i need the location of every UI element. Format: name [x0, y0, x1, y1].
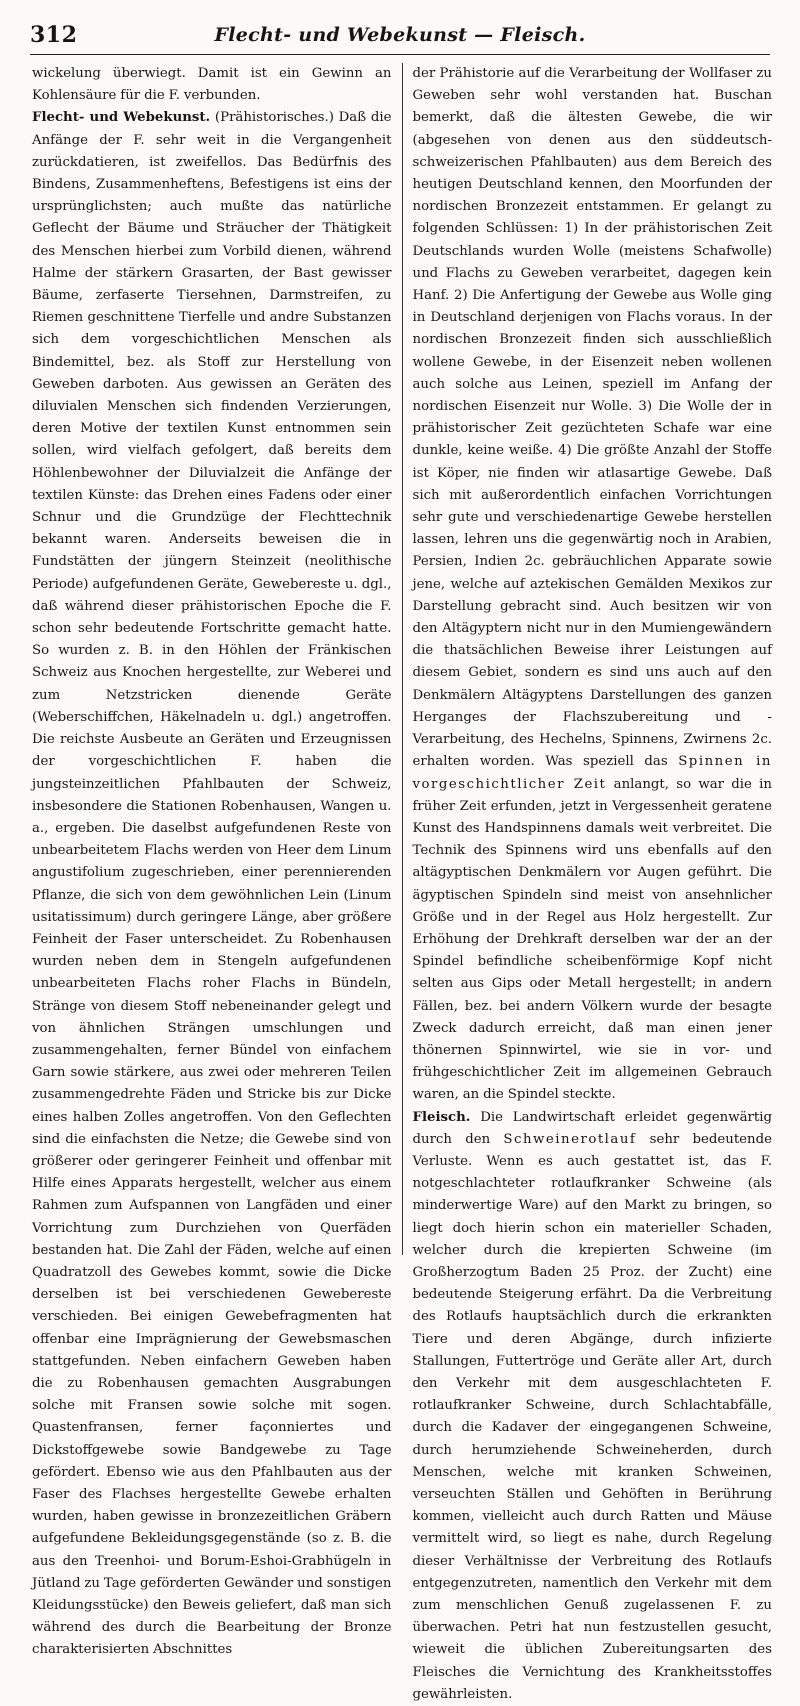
entry-headword: Fleisch.: [412, 1109, 471, 1125]
running-title: Flecht- und Webekunst — Fleisch.: [214, 24, 586, 46]
entry-flecht-und-webekunst: [32, 107, 392, 1661]
paragraph-text: der Prähistorie auf die Verarbeitung der Wollfaser zu Geweben sehr wohl verstanden hat. Buschan bemerkt, daß die ältesten Gewebe, die wir (abgesehen von denen aus den süddeutsch-schweizerischen Pfahlbauten) aus dem Bereich des heutigen Deutschland kennen, den Moorfunden der nordischen Bronzezeit entstammen. Er gelangt zu folgenden Schlüssen: 1) In der prähistorischen Zeit Deutschlands wurden Wolle (meistens Schafwolle) und Flachs zu Geweben verarbeitet, dagegen kein Hanf. 2) Die Anfertigung der Gewebe aus Wolle ging in Deutschland derjenigen von Flachs voraus. In der nordischen Bronzezeit finden sich ausschließlich wollene Gewebe, in der Eisenzeit neben wollenen auch solche aus Leinen, speziell im Anfang der nordischen Eisenzeit nur Wolle. 3) Die Wolle der in prähistorischer Zeit gezüchteten Schafe war eine dunkle, keine weiße. 4) Die größte Anzahl der Stoffe ist Köper, nie finden wir atlasartige Gewebe. Daß sich mit außerordentlich einfachen Vorrichtungen sehr gute und verschiedenartige Gewebe herstellen lassen, lehren uns die gegenwärtig noch in Arabien, Persien, Indien 2c. gebräuchlichen Apparate sowie jene, welche auf aztekischen Gemälden Mexikos zur Darstellung gebracht sind. Auch besitzen wir von den Altägyptern nicht nur in den Mumiengewändern die thatsächlichen Beweise ihrer Leistungen auf diesem Gebiet, sondern es sind uns auch auf den Denkmälern Altägyptens Darstellungen des ganzen Herganges der Flachszubereitung und -Verarbeitung, des Hechelns, Spinnens, Zwirnens 2c. erhalten worden. Was speziell das: [412, 66, 772, 770]
entry-text: sehr bedeutende Verluste. Wenn es auch gestattet ist, das F. notgeschlachteter rotlaufkranker Schweine (als minderwertige Ware) auf den Markt zu bringen, so liegt doch hierin schon ein materieller Schaden, welcher durch die krepierten Schweine (im Großherzogtum Baden 25 Proz. der Zucht) eine bedeutende Steigerung erfährt. Da die Verbreitung des Rotlaufs hauptsächlich durch die erkrankten Tiere und deren Abgänge, durch infizierte Stallungen, Futtertröge und Geräte aller Art, durch den Verkehr mit dem ausgeschlachteten F. rotlaufkranker Schweine, durch Schlachtabfälle, durch die Kadaver der eingegangenen Schweine, durch herumziehende Schweineherden, durch Menschen, welche mit kranken Schweinen, verseuchten Ställen und Gehöften in Berührung kommen, vielleicht auch durch Ratten und Mäuse vermittelt wird, so liegt es nahe, durch Regelung dieser Verhältnisse der Verbreitung des Rotlaufs entgegenzutreten, namentlich den Verkehr mit dem zum menschlichen Genuß zugelassenen F. zu überwachen. Petri hat nun festzustellen gesucht, wieweit die üblichen Zubereitungsarten des Fleisches die Vernichtung des Krankheitsstoffes gewährleisten.: [412, 1131, 772, 1702]
left-column: [32, 63, 392, 1658]
paragraph-text: anlangt, so war die in früher Zeit erfunden, jetzt in Vergessenheit geratene Kunst des Handspinnens damals weit verbreitet. Die Technik des Spinnens wird uns ebenfalls auf den altägyptischen Denkmälern vor Augen geführt. Die ägyptischen Spindeln sind meist von ansehnlicher Größe und in der Regel aus Holz hergestellt. Zur Erhöhung der Drehkraft derselben war der an der Spindel befindliche scheibenförmige Kopf nicht selten aus Gips oder Metall hergestellt; in andern Fällen, bez. bei andern Völkern wurde der besagte Zweck dadurch erreicht, daß man einen jener thönernen Spinnwirtel, wie sie in vor- und frühgeschichtlicher Zeit im allgemeinen Gebrauch waren, an die Spindel steckte.: [412, 776, 772, 1103]
entry-fleisch: [413, 1107, 773, 1706]
page-number: 312: [30, 22, 78, 48]
entry-text: (Prähistorisches.) Daß die Anfänge der F. sehr weit in die Vergangenheit zurückdatieren, ist zweifellos. Das Bedürfnis des Bindens, Zusammenheftens, Befestigens ist eins der ursprünglichsten; auch mußte das natürliche Geflecht der Bäume und Sträucher der Thätigkeit des Menschen hierbei zum Vorbild dienen, während Halme der stärkern Grasarten, der Bast gewisser Bäume, zerfaserte Tiersehnen, Darmstreifen, zu Riemen geschnittene Tierfelle und andre Substanzen sich dem vorgeschichtlichen Menschen als Bindemittel, bez. als Stoff zur Herstellung von Geweben darboten. Aus gewissen an Geräten des diluvialen Menschen sich findenden Verzierungen, deren Motive der textilen Kunst entnommen sein sollen, wird vielfach gefolgert, daß bereits dem Höhlenbewohner der Diluvialzeit die Anfänge der textilen Künste: das Drehen eines Fadens oder einer Schnur und die Grundzüge der Flechttechnik bekannt waren. Anderseits beweisen die in Fundstätten der jüngern Steinzeit (neolithische Periode) aufgefundenen Geräte, Gewebereste u. dgl., daß während dieser prähistorischen Epoche die F. schon sehr bedeutende Fortschritte gemacht hatte. So wurden z. B. in den Höhlen der Fränkischen Schweiz aus Knochen hergestellte, zur Weberei und zum Netzstricken dienende Geräte (Weberschiffchen, Häkelnadeln u. dgl.) angetroffen. Die reichste Ausbeute an Geräten und Erzeugnissen der vorgeschichtlichen F. haben die jungsteinzeitlichen Pfahlbauten der Schweiz, insbesondere die Stationen Robenhausen, Wangen u. a., ergeben. Die daselbst aufgefundenen Reste von unbearbeitetem Flachs werden von Heer dem Linum angustifolium zugeschrieben, einer perennierenden Pflanze, die sich von dem gewöhnlichen Lein (Linum usitatissimum) durch geringere Länge, aber größere Feinheit der Faser unterscheidet. Zu Robenhausen wurden neben dem in Stengeln aufgefundenen unbearbeiteten Flachs roher Flachs in Bündeln, Stränge von diesem Stoff nebeneinander gelegt und von ähnlichen Strängen umschlungen und zusammengehalten, ferner Bündel von einfachem Garn sowie stärkere, aus zwei oder mehreren Teilen zusammengedrehte Fäden und Stricke bis zur Dicke eines halben Zolles angetroffen. Von den Geflechten sind die einfachsten die Netze; die Gewebe sind von größerer oder geringerer Feinheit und offenbar mit Hilfe eines Apparats hergestellt, welcher aus einem Rahmen zum Aufspannen von Langfäden und einer Vorrichtung zum Durchziehen von Querfäden bestanden hat. Die Zahl der Fäden, welche auf einen Quadratzoll des Gewebes kommt, sowie die Dicke derselben ist bei verschiedenen Gewebereste verschieden. Bei einigen Gewebefragmenten hat offenbar eine Imprägnierung der Gewebsmaschen stattgefunden. Neben einfachern Geweben haben die zu Robenhausen gemachten Ausgrabungen solche mit Fransen sowie solche mit sogen. Quastenfransen, ferner façonniertes und Dickstoffgewebe sowie Bandgewebe zu Tage gefördert. Ebenso wie aus den Pfahlbauten aus der Faser des Flachses hergestellte Gewebe erhalten wurden, haben gewisse in bronzezeitlichen Gräbern aufgefundene Bekleidungsgegenstände (so z. B. die aus den Treenhoi- und Borum-Eshoi-Grabhügeln in Jütland zu Tage geförderten Gewänder und sonstigen Kleidungsstücke) den Beweis geliefert, daß man sich während des durch die Bearbeitung der Bronze charakterisierten Abschnittes: [32, 110, 392, 1658]
paragraph-continuation: [413, 63, 773, 1107]
entry-text: Die Landwirtschaft erleidet gegenwärtig durch den: [412, 1109, 772, 1147]
paragraph-continuation: [32, 63, 392, 107]
column-divider: [402, 63, 403, 1255]
paragraph-text: wickelung überwiegt. Damit ist ein Gewinn an Kohlensäure für die F. verbunden.: [32, 66, 392, 104]
spaced-emphasis: Schweinerotlauf: [503, 1131, 637, 1147]
page-header: [30, 20, 770, 55]
right-column: [412, 63, 773, 1702]
spaced-emphasis: Spinnen in vorgeschichtlicher Zeit: [412, 754, 772, 792]
text-columns: [32, 63, 772, 1702]
entry-headword: Flecht- und Webekunst.: [32, 110, 211, 126]
